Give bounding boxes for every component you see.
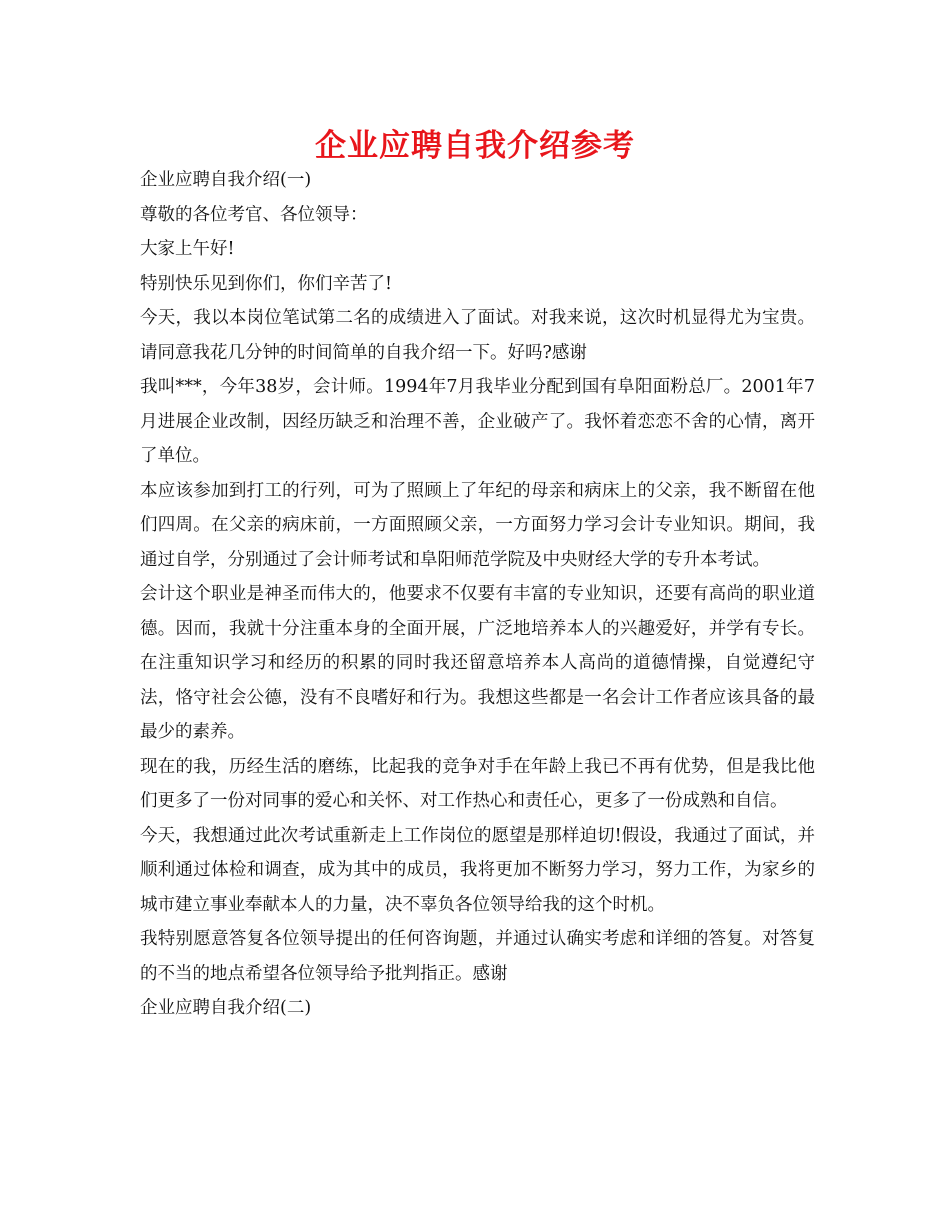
paragraph-current-self: 现在的我，历经生活的磨练，比起我的竞争对手在年龄上我已不再有优势，但是我比他们更多了一份对同事的爱心和关怀、对工作热心和责任心，更多了一份成熟和自信。 <box>140 756 815 811</box>
paragraph-family-study: 本应该参加到打工的行列，可为了照顾上了年纪的母亲和病床上的父亲，我不断留在他们四周。在父亲的病床前，一方面照顾父亲，一方面努力学习会计专业知识。期间，我通过自学，分别通过了会计师考试和阜阳师范学院及中央财经大学的专升本考试。 <box>140 480 815 570</box>
paragraph-pleasure: 特别快乐见到你们，你们辛苦了! <box>140 273 393 294</box>
paragraph-personal-background: 我叫***，今年38岁，会计师。1994年7月我毕业分配到国有阜阳面粉总厂。2001年7月进展企业改制，因经历缺乏和治理不善，企业破产了。我怀着恋恋不舍的心情，离开了单位。 <box>140 377 815 466</box>
paragraph-greeting: 大家上午好! <box>140 239 235 259</box>
paragraph-heading-2: 企业应聘自我介绍(二) <box>140 998 312 1018</box>
document-title: 企业应聘自我介绍参考 <box>315 128 635 164</box>
paragraph-closing: 我特别愿意答复各位领导提出的任何咨询题，并通过认确实考虑和详细的答复。对答复的不当的地点希望各位领导给予批判指正。感谢 <box>140 929 815 984</box>
document-body <box>140 163 815 1026</box>
paragraph-aspiration: 今天，我想通过此次考试重新走上工作岗位的愿望是那样迫切!假设，我通过了面试，并顺利通过体检和调查，成为其中的成员，我将更加不断努力学习，努力工作，为家乡的城市建立事业奉献本人的力量，决不辜负各位领导给我的这个时机。 <box>140 825 815 915</box>
paragraph-salutation: 尊敬的各位考官、各位领导： <box>140 204 368 225</box>
paragraph-accounting-ethics: 会计这个职业是神圣而伟大的，他要求不仅要有丰富的专业知识，还要有高尚的职业道德。因而，我就十分注重本身的全面开展，广泛地培养本人的兴趣爱好，并学有专长。在注重知识学习和经历的积累的同时我还留意培养本人高尚的道德情操，自觉遵纪守法，恪守社会公德，没有不良嗜好和行为。我想这些都是一名会计工作者应该具备的最最少的素养。 <box>140 584 815 742</box>
paragraph-interview-intro: 今天，我以本岗位笔试第二名的成绩进入了面试。对我来说，这次时机显得尤为宝贵。请同意我花几分钟的时间简单的自我介绍一下。好吗?感谢 <box>140 308 815 363</box>
paragraph-heading-1: 企业应聘自我介绍(一) <box>140 170 312 190</box>
